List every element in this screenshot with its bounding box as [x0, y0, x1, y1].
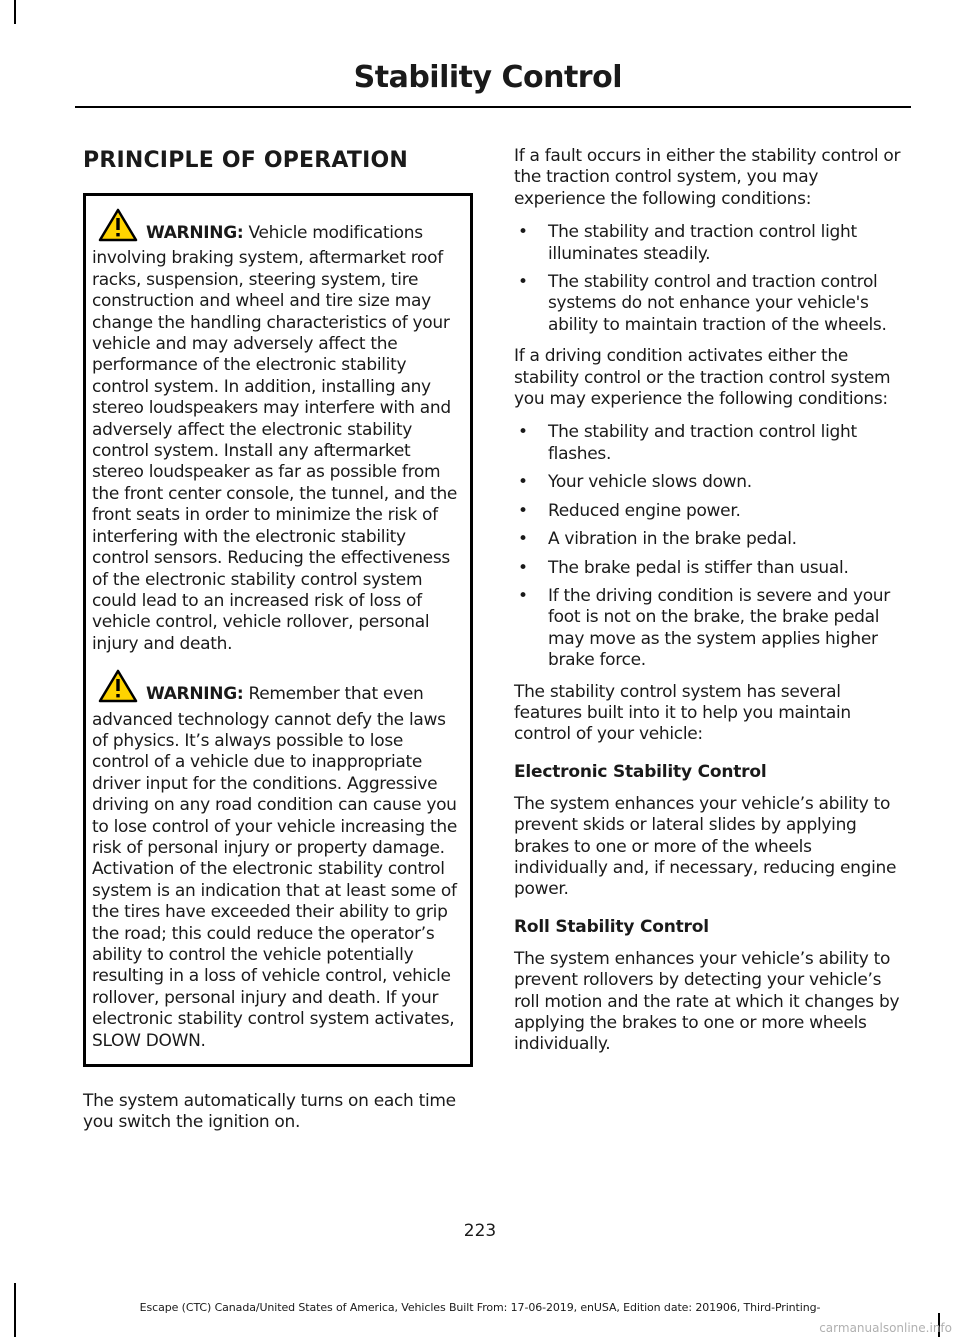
warning-box	[83, 193, 473, 1067]
list-item: • Your vehicle slows down.	[518, 472, 752, 493]
bullet: •	[518, 472, 528, 493]
header-divider	[75, 106, 911, 108]
warning-1	[92, 208, 464, 655]
list-item: • The stability and traction control light flashes.	[518, 422, 857, 464]
list-item: • The brake pedal is stiffer than usual.	[518, 557, 849, 578]
page-number: 223	[463, 1221, 497, 1241]
section-heading: PRINCIPLE OF OPERATION	[83, 148, 409, 173]
warning-label: WARNING:	[146, 223, 244, 243]
bullet: •	[518, 422, 528, 443]
warning-text: Remember that even advanced technology cannot defy the laws of physics. It’s always possible to lose control of a vehicle due to inappropriate driver input for the conditions. Aggressive driving on any road condition can cause you to lose control of your vehicle increasing the risk of personal injury or property damage. Activation of the electronic stability control system is an indication that at least some of the tires have exceeded their ability to grip the road; this could reduce the operator’s ability to control the vehicle potentially resulting in a loss of vehicle control, vehicle rollover, personal injury and death. If your electronic stability control system activates, SLOW DOWN.	[92, 684, 457, 1051]
bullet: •	[518, 557, 528, 578]
paragraph-rsc: The system enhances your vehicle’s ability to prevent rollovers by detecting your vehicle’s roll motion and the rate at which it changes by applying the brakes to one or more wheels individually.	[514, 948, 900, 1055]
activation-conditions-list	[514, 422, 910, 671]
footer-edition-info: Escape (CTC) Canada/United States of America, Vehicles Built From: 17-06-2019, enUSA, Edition date: 201906, Third-Printing-	[139, 1301, 821, 1314]
bullet: •	[518, 585, 528, 606]
list-item: • The stability and traction control light illuminates steadily.	[518, 222, 857, 264]
subheading-esc: Electronic Stability Control	[514, 761, 767, 782]
warning-triangle-icon	[98, 208, 138, 248]
warning-label: WARNING:	[146, 684, 244, 705]
crop-mark-top-left	[14, 0, 16, 24]
subheading-rsc: Roll Stability Control	[514, 916, 709, 937]
bullet: •	[518, 529, 528, 550]
right-column	[514, 146, 910, 1068]
paragraph-activation-intro: If a driving condition activates either the stability control or the traction control system you may experience the following conditions:	[514, 346, 891, 410]
list-item: • The stability control and traction control systems do not enhance your vehicle's ability to maintain traction of the wheels.	[518, 272, 887, 335]
bullet: •	[518, 222, 528, 243]
warning-text: Vehicle modifications involving braking system, aftermarket roof racks, suspension, steering system, tire construction and wheel and tire size may change the handling characteristics of your vehicle and may adversely affect the performance of the electronic stability control system. In addition, installing any stereo loudspeakers may interfere with and adversely affect the electronic stability control system. Install any aftermarket stereo loudspeaker as far as possible from the front center console, the tunnel, and the front seats in order to minimize the risk of interfering with the electronic stability control sensors. Reducing the effectiveness of the electronic stability control system could lead to an increased risk of loss of vehicle control, vehicle rollover, personal injury and death.	[92, 223, 458, 654]
watermark: carmanualsonline.info	[819, 1321, 952, 1335]
warning-triangle-icon	[98, 669, 138, 709]
paragraph-ignition: The system automatically turns on each time you switch the ignition on.	[83, 1091, 456, 1133]
list-item: • Reduced engine power.	[518, 500, 741, 521]
left-column	[83, 146, 473, 1146]
bullet: •	[518, 500, 528, 521]
paragraph-features-intro: The stability control system has several features built into it to help you maintain control of your vehicle:	[514, 681, 851, 745]
fault-conditions-list	[514, 222, 910, 336]
bullet: •	[518, 272, 528, 293]
page-title: Stability Control	[353, 60, 622, 95]
warning-2	[92, 669, 464, 1052]
list-item: • If the driving condition is severe and your foot is not on the brake, the brake pedal may move as the system applies higher brake force.	[518, 585, 890, 671]
paragraph-esc: The system enhances your vehicle’s ability to prevent skids or lateral slides by applying brakes to one or more of the wheels individually and, if necessary, reducing engine power.	[514, 793, 897, 900]
list-item: • A vibration in the brake pedal.	[518, 529, 797, 550]
paragraph-fault-intro: If a fault occurs in either the stability control or the traction control system, you may experience the following conditions:	[514, 146, 901, 209]
